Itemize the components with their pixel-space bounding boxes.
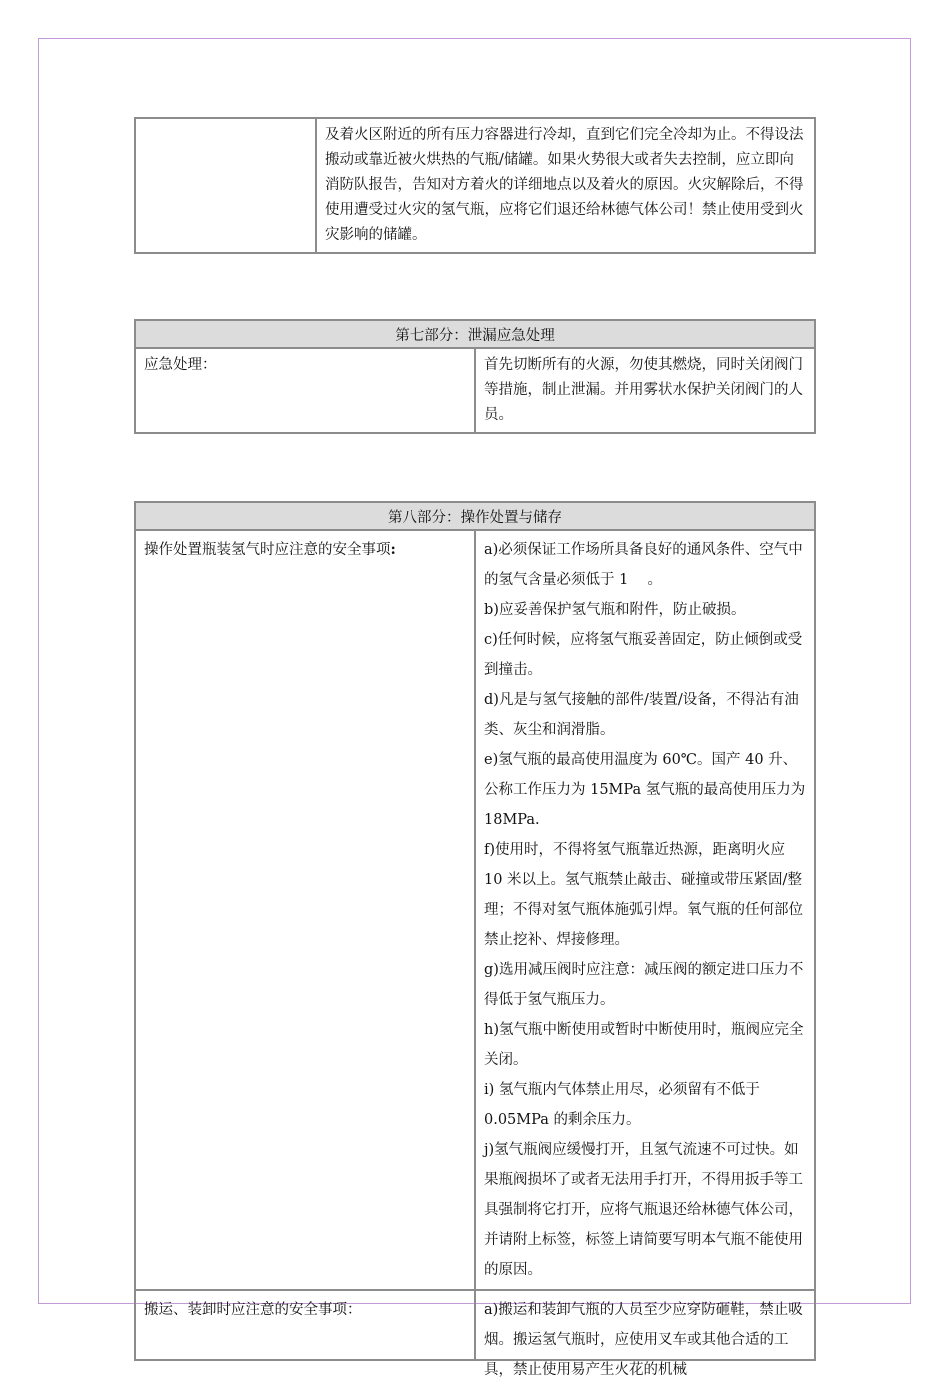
handling-label-colon: :: [390, 541, 396, 558]
handling-label: [135, 530, 475, 1290]
section7-title: 第七部分：泄漏应急处理: [135, 320, 815, 348]
empty-label-cell: [135, 118, 316, 253]
list-item: b)应妥善保护氢气瓶和附件，防止破损。: [484, 602, 746, 618]
section8-title: 第八部分：操作处置与储存: [135, 502, 815, 530]
list-item: f)使用时，不得将氢气瓶靠近热源，距离明火应 10 米以上。氢气瓶禁止敲击、碰撞或带压紧固/整理；不得对氢气瓶体施弧引焊。氧气瓶的任何部位禁止挖补、焊接修理。: [484, 842, 803, 948]
fire-continuation-text: 及着火区附近的所有压力容器进行冷却，直到它们完全冷却为止。不得设法搬动或靠近被火烘热的气瓶/储罐。如果火势很大或者失去控制，应立即向消防队报告，告知对方着火的详细地点以及着火的原因。火灾解除后，不得使用遭受过火灾的氢气瓶，应将它们退还给林德气体公司！禁止使用受到火灾影响的储罐。: [316, 118, 815, 253]
list-item: a)必须保证工作场所具备良好的通风条件、空气中的氢气含量必须低于 1 。: [484, 542, 803, 588]
table-row: [135, 1290, 815, 1360]
transport-text-cell: [475, 1290, 815, 1378]
list-item: h)氢气瓶中断使用或暂时中断使用时，瓶阀应完全关闭。: [484, 1022, 804, 1068]
fire-continuation-table: [134, 117, 816, 254]
table-row: [135, 118, 815, 253]
list-item: j)氢气瓶阀应缓慢打开，且氢气流速不可过快。如果瓶阀损坏了或者无法用手打开，不得用扳手等工具强制将它打开，应将气瓶退还给林德气体公司，并请附上标签，标签上请简要写明本气瓶不能使用的原因。: [484, 1142, 803, 1278]
handling-items: [475, 530, 815, 1290]
list-item: i) 氢气瓶内气体禁止用尽，必须留有不低于 0.05MPa 的剩余压力。: [484, 1082, 760, 1128]
table-row: [135, 502, 815, 530]
transport-text: a)搬运和装卸气瓶的人员至少应穿防砸鞋，禁止吸烟。搬运氢气瓶时，应使用叉车或其他合适的工具，禁止使用易产生火花的机械: [484, 1302, 803, 1378]
handling-label-text: 操作处置瓶装氢气时应注意的安全事项: [144, 542, 391, 558]
emergency-text: 首先切断所有的火源，勿使其燃烧，同时关闭阀门等措施，制止泄漏。并用雾状水保护关闭阀门的人员。: [475, 348, 815, 433]
table-row: [135, 348, 815, 433]
emergency-label: 应急处理：: [135, 348, 475, 433]
list-item: d)凡是与氢气接触的部件/装置/设备，不得沾有油类、灰尘和润滑脂。: [484, 692, 799, 738]
transport-label: 搬运、装卸时应注意的安全事项：: [135, 1290, 475, 1360]
table-row: [135, 530, 815, 1290]
list-item: e)氢气瓶的最高使用温度为 60℃。国产 40 升、公称工作压力为 15MPa 氢气瓶的最高使用压力为 18MPa.: [484, 752, 806, 828]
table-row: [135, 320, 815, 348]
list-item: g)选用减压阀时应注意：减压阀的额定进口压力不得低于氢气瓶压力。: [484, 962, 804, 1008]
section7-table: [134, 319, 816, 434]
section8-table: [134, 501, 816, 1378]
list-item: c)任何时候，应将氢气瓶妥善固定，防止倾倒或受到撞击。: [484, 632, 803, 678]
